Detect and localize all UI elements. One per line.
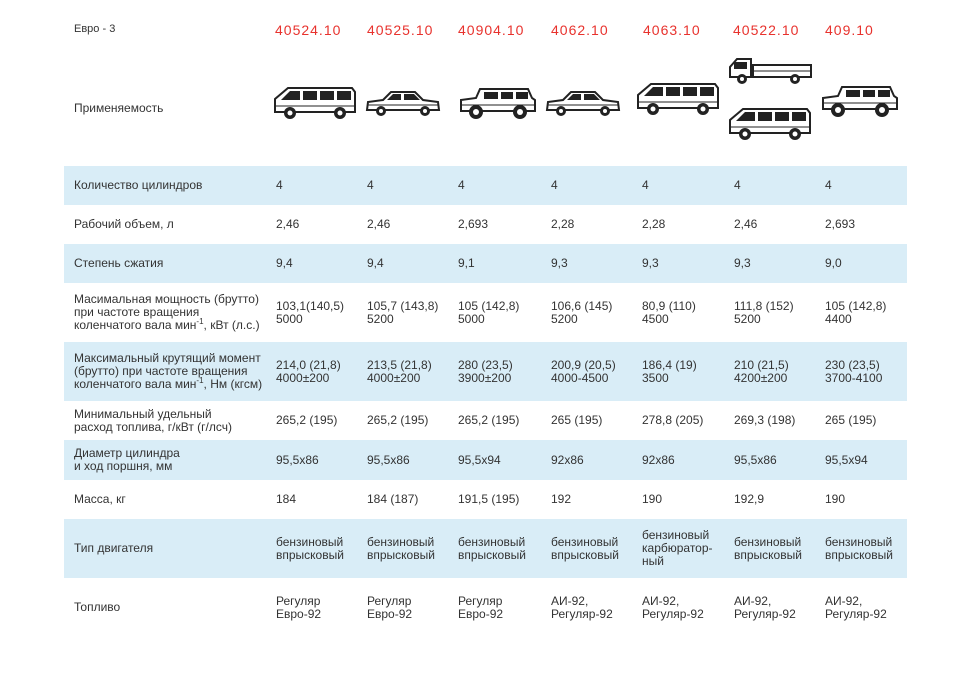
table-cell: 2,28 [642, 217, 666, 231]
table-cell: 105,7 (143,8) 5200 [367, 298, 439, 326]
table-cell: 200,9 (20,5) 4000-4500 [551, 357, 616, 385]
table-cell: 186,4 (19) 3500 [642, 357, 697, 385]
table-cell: 4 [825, 178, 832, 192]
table-cell: 4 [642, 178, 649, 192]
table-cell: бензиновый впрысковый [367, 534, 435, 562]
table-cell: АИ-92, Регуляр-92 [734, 593, 796, 621]
table-cell: 192,9 [734, 492, 765, 506]
table-cell: 95,5x86 [276, 452, 319, 467]
model-number: 40904.10 [458, 22, 525, 38]
table-cell: бензиновый впрысковый [825, 534, 893, 562]
truck-illustration [727, 55, 813, 87]
table-cell: 106,6 (145) 5200 [551, 298, 613, 326]
table-cell: 230 (23,5) 3700-4100 [825, 357, 883, 385]
table-row [64, 401, 907, 440]
row-label: Максимальный крутящий момент (брутто) при частоте вращения коленчатого вала мин$^{-1}$, Нм (кгсм) [74, 351, 263, 391]
table-cell: 269,3 (198) [734, 413, 796, 427]
model-number: 4063.10 [643, 22, 701, 38]
table-cell: 192 [551, 492, 572, 506]
table-cell: 9,0 [825, 256, 842, 270]
table-cell: 280 (23,5) 3900±200 [458, 357, 513, 385]
table-cell: Регуляр Евро-92 [458, 593, 504, 621]
table-cell: 103,1(140,5) 5000 [276, 298, 345, 326]
table-cell: бензиновый впрысковый [458, 534, 526, 562]
table-cell: Регуляр Евро-92 [276, 593, 322, 621]
row-label: Масимальная мощность (брутто) при частоте вращения коленчатого вала мин$^{-1}$, кВт (л.с.) [74, 292, 260, 332]
row-label: Диаметр цилиндра и ход поршня, мм [74, 446, 180, 473]
table-cell: бензиновый впрысковый [734, 534, 802, 562]
model-number: 4062.10 [551, 22, 609, 38]
table-cell: 2,693 [825, 217, 856, 231]
table-cell: 213,5 (21,8) 4000±200 [367, 357, 432, 385]
table-cell: 210 (21,5) 4200±200 [734, 357, 789, 385]
table-cell: 95,5x86 [734, 452, 777, 467]
row-label: Количество цилиндров [74, 178, 203, 192]
model-number: 40522.10 [733, 22, 800, 38]
sedan-illustration [545, 88, 621, 118]
table-cell: АИ-92, Регуляр-92 [551, 593, 613, 621]
table-cell: 95,5x94 [458, 452, 501, 467]
table-cell: 214,0 (21,8) 4000±200 [276, 357, 341, 385]
table-row [64, 440, 907, 480]
table-cell: бензиновый впрысковый [276, 534, 344, 562]
table-cell: 9,1 [458, 256, 475, 270]
table-cell: 4 [551, 178, 558, 192]
table-cell: 265,2 (195) [367, 413, 429, 427]
table-cell: АИ-92, Регуляр-92 [825, 593, 887, 621]
table-row [64, 166, 907, 205]
row-label: Рабочий объем, л [74, 217, 174, 231]
table-cell: 92x86 [551, 452, 584, 467]
table-cell: Регуляр Евро-92 [367, 593, 413, 621]
table-cell: 105 (142,8) 5000 [458, 298, 520, 326]
table-row [64, 578, 907, 637]
table-cell: 9,3 [734, 256, 751, 270]
table-cell: 4 [276, 178, 283, 192]
table-cell: 191,5 (195) [458, 492, 520, 506]
row-label: Степень сжатия [74, 256, 164, 270]
table-cell: 184 (187) [367, 492, 419, 506]
table-cell: 105 (142,8) 4400 [825, 298, 887, 326]
table-cell: 95,5x86 [367, 452, 410, 467]
van-illustration [727, 103, 813, 143]
table-cell: 80,9 (110) 4500 [642, 298, 696, 326]
table-cell: 95,5x94 [825, 452, 868, 467]
table-cell: 190 [642, 492, 663, 506]
table-cell: 2,46 [367, 217, 391, 231]
van-illustration [272, 82, 358, 122]
table-cell: бензиновый карбюратор- ный [642, 528, 713, 568]
table-cell: 265 (195) [551, 413, 603, 427]
table-cell: 2,693 [458, 217, 489, 231]
table-cell: 9,3 [642, 256, 659, 270]
table-cell: 9,3 [551, 256, 568, 270]
applicability-label: Применяемость [74, 101, 164, 115]
table-cell: 92x86 [642, 452, 675, 467]
model-number: 40525.10 [367, 22, 434, 38]
table-row [64, 519, 907, 578]
table-cell: 2,46 [734, 217, 758, 231]
table-row [64, 283, 907, 342]
table-cell: 278,8 (205) [642, 413, 704, 427]
table-row [64, 342, 907, 401]
table-cell: 111,8 (152) 5200 [734, 298, 794, 326]
table-cell: 265,2 (195) [276, 413, 338, 427]
table-cell: 190 [825, 492, 846, 506]
table-cell: бензиновый впрысковый [551, 534, 619, 562]
row-label: Масса, кг [74, 492, 126, 506]
sedan-illustration [365, 88, 441, 118]
van-illustration [635, 78, 721, 118]
table-cell: 4 [734, 178, 741, 192]
row-label: Тип двигателя [74, 541, 154, 555]
table-cell: АИ-92, Регуляр-92 [642, 593, 704, 621]
table-cell: 184 [276, 492, 297, 506]
table-cell: 265,2 (195) [458, 413, 520, 427]
table-cell: 265 (195) [825, 413, 877, 427]
row-label: Минимальный удельный расход топлива, г/кВт (г/лсч) [74, 406, 232, 434]
table-cell: 9,4 [276, 256, 293, 270]
table-cell: 4 [367, 178, 374, 192]
standard-label: Евро - 3 [74, 23, 116, 35]
table-cell: 2,28 [551, 217, 575, 231]
table-cell: 4 [458, 178, 465, 192]
suv-illustration [820, 82, 900, 120]
table-row [64, 480, 907, 519]
table-row [64, 205, 907, 244]
model-number: 409.10 [825, 22, 874, 38]
model-number: 40524.10 [275, 22, 342, 38]
table-row [64, 244, 907, 283]
row-label: Топливо [74, 600, 121, 614]
table-cell: 2,46 [276, 217, 300, 231]
suv-illustration [458, 84, 538, 122]
table-cell: 9,4 [367, 256, 384, 270]
